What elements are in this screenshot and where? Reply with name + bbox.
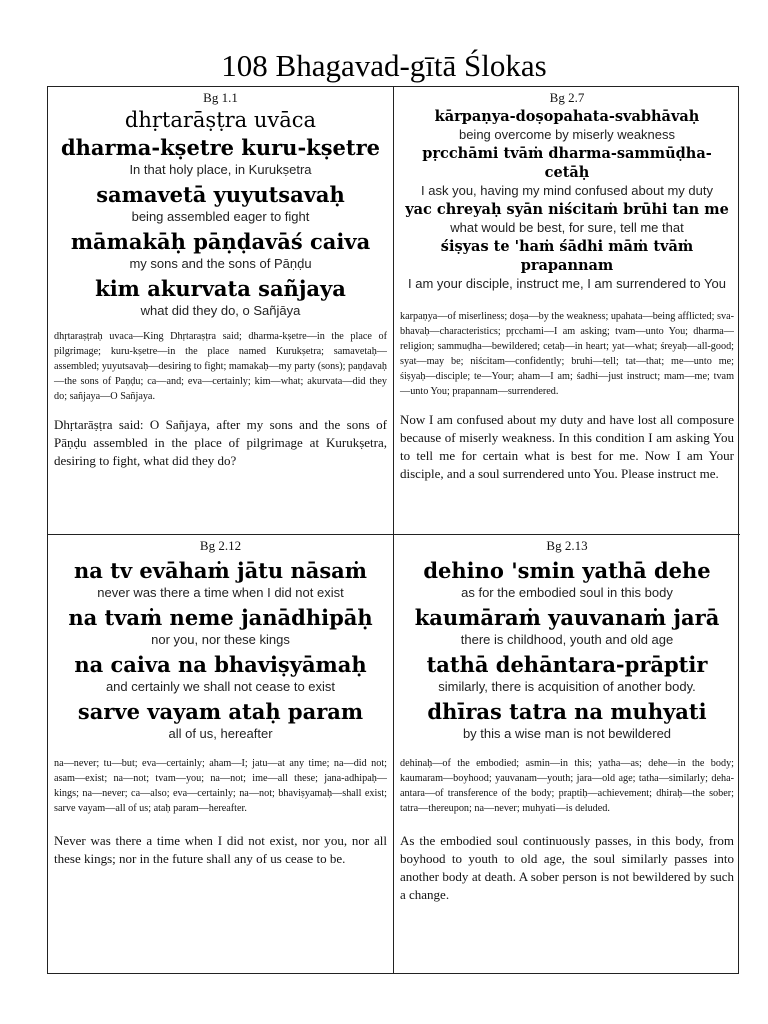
sanskrit-line: kārpaṇya-doṣopahata-svabhāvaḥ (434, 108, 700, 125)
sloka-card-bg-2-13 (394, 535, 740, 973)
line-translation: I am your disciple, instruct me, I am surrendered to You (408, 276, 726, 291)
line-translation: as for the embodied soul in this body (461, 585, 673, 600)
sanskrit-line: śiṣyas te 'haṁ śādhi māṁ tvāṁ prapannam (440, 238, 694, 274)
sanskrit-line: yac chreyaḥ syān niścitaṁ brūhi tan me (405, 201, 729, 218)
sloka-card-bg-1-1 (48, 87, 394, 535)
translation-paragraph: Now I am confused about my duty and have lost all composure because of miserly weakness. In this condition I am asking You to tell me for certain what is best for me. Now I am Your disciple, and a soul surrendered unto You. Please instruct me. (400, 412, 734, 481)
page-title: 108 Bhagavad-gītā Ślokas (221, 48, 547, 83)
verse-lines (400, 557, 734, 742)
translation-paragraph: As the embodied soul continuously passes, in this body, from boyhood to youth to old age, the soul similarly passes into another body at death. A sober person is not bewildered by such a change. (400, 833, 734, 902)
verse-lines (54, 557, 387, 742)
verse-lines (54, 107, 387, 319)
line-translation: what would be best, for sure, tell me that (450, 220, 684, 235)
verse-reference: Bg 1.1 (203, 90, 238, 105)
line-translation: being assembled eager to fight (131, 209, 310, 224)
translation-paragraph: Never was there a time when I did not exist, nor you, nor all these kings; nor in the future shall any of us cease to be. (54, 833, 387, 866)
verse-reference: Bg 2.12 (199, 538, 242, 553)
line-translation: all of us, hereafter (168, 726, 273, 741)
sloka-grid (47, 86, 739, 974)
verse-reference: Bg 2.13 (546, 538, 588, 553)
synonyms-paragraph: dhṛtaraṣṭraḥ uvaca—King Dhṛtaraṣṭra said; dharma-kṣetre—in the place of pilgrimage; kuru-kṣetre—in the place named Kurukṣetra; samavetaḥ—assembled; yuyutsavaḥ—desiring to fight; mamakaḥ—my party (sons); paṇḍavaḥ—the sons of Paṇḍu; ca—and; eva—certainly; kim—what; akurvata—did they do; sañjaya—O Sañjaya. (54, 331, 388, 402)
synonyms-paragraph: na—never; tu—but; eva—certainly; aham—I; jatu—at any time; na—did not; asam—exist; na—not; tvam—you; na—not; ime—all these; jana-adhipaḥ—kings; na—never; ca—also; eva—certainly; na—not; bhaviṣyamaḥ—shall exist; sarve vayam—all of us; ataḥ param—hereafter. (54, 758, 387, 814)
sanskrit-line: māmakāḥ pāṇḍavāś caiva (70, 229, 371, 254)
line-translation: I ask you, having my mind confused about my duty (421, 183, 713, 198)
line-translation: what did they do, o Sañjāya (140, 303, 301, 318)
synonyms-paragraph: dehinaḥ—of the embodied; asmin—in this; yatha—as; dehe—in the body; kaumaram—boyhood; yauvanam—youth; jara—old age; tatha—similarly; deha-antara—of transference of the body; praptiḥ—achievement; dhiraḥ—the sober; tatra—thereupon; na—never; muhyati—is deluded. (400, 758, 734, 814)
line-translation: there is childhood, youth and old age (460, 632, 674, 647)
line-translation: my sons and the sons of Pāṇḍu (129, 256, 312, 271)
sloka-card-bg-2-12 (48, 535, 394, 973)
sanskrit-line: na tvaṁ neme janādhipāḥ (68, 605, 373, 630)
sanskrit-line: pṛcchāmi tvāṁ dharma-sammūḍha-cetāḥ (422, 145, 712, 181)
line-translation: never was there a time when I did not exist (97, 585, 344, 600)
sanskrit-line: dhṛtarāṣṭra uvāca (124, 108, 317, 132)
sanskrit-line: dhīras tatra na muhyati (427, 699, 707, 724)
sanskrit-line: sarve vayam ataḥ param (77, 699, 364, 724)
line-translation: being overcome by miserly weakness (458, 127, 676, 142)
sanskrit-line: kaumāraṁ yauvanaṁ jarā (414, 605, 720, 630)
verse-lines (400, 107, 734, 293)
synonyms-paragraph: karpaṇya—of miserliness; doṣa—by the weakness; upahata—being afflicted; sva-bhavaḥ—characteristics; pṛcchami—I am asking; tvam—unto You; dharma—religion; sammuḍha—bewildered; cetaḥ—in heart; yat—what; śreyaḥ—all-good; syat—may be; niścitam—confidently; bruhi—tell; tat—that; me—unto me; śiṣyaḥ—disciple; te—Your; aham—I am; śadhi—just instruct; mam—me; tvam—unto You; prapannam—surrendered. (400, 311, 734, 397)
line-translation: similarly, there is acquisition of another body. (438, 679, 696, 694)
sanskrit-line: samavetā yuyutsavaḥ (96, 182, 345, 207)
verse-reference: Bg 2.7 (549, 90, 585, 105)
line-translation: and certainly we shall not cease to exist (105, 679, 336, 694)
sanskrit-line: dehino 'smin yathā dehe (423, 558, 711, 583)
sanskrit-line: dharma-kṣetre kuru-kṣetre (60, 135, 381, 160)
sloka-card-bg-2-7 (394, 87, 740, 535)
sanskrit-line: na caiva na bhaviṣyāmaḥ (74, 652, 367, 677)
line-translation: nor you, nor these kings (151, 632, 290, 647)
line-translation: In that holy place, in Kurukṣetra (129, 162, 312, 177)
sanskrit-line: kim akurvata sañjaya (95, 276, 346, 301)
translation-paragraph: Dhṛtarāṣṭra said: O Sañjaya, after my sons and the sons of Pāṇḍu assembled in the place of pilgrimage at Kurukṣetra, desiring to fight, what did they do? (54, 417, 387, 468)
line-translation: by this a wise man is not bewildered (462, 726, 672, 741)
sanskrit-line: tathā dehāntara-prāptir (426, 652, 708, 677)
sanskrit-line: na tv evāhaṁ jātu nāsaṁ (74, 558, 367, 583)
